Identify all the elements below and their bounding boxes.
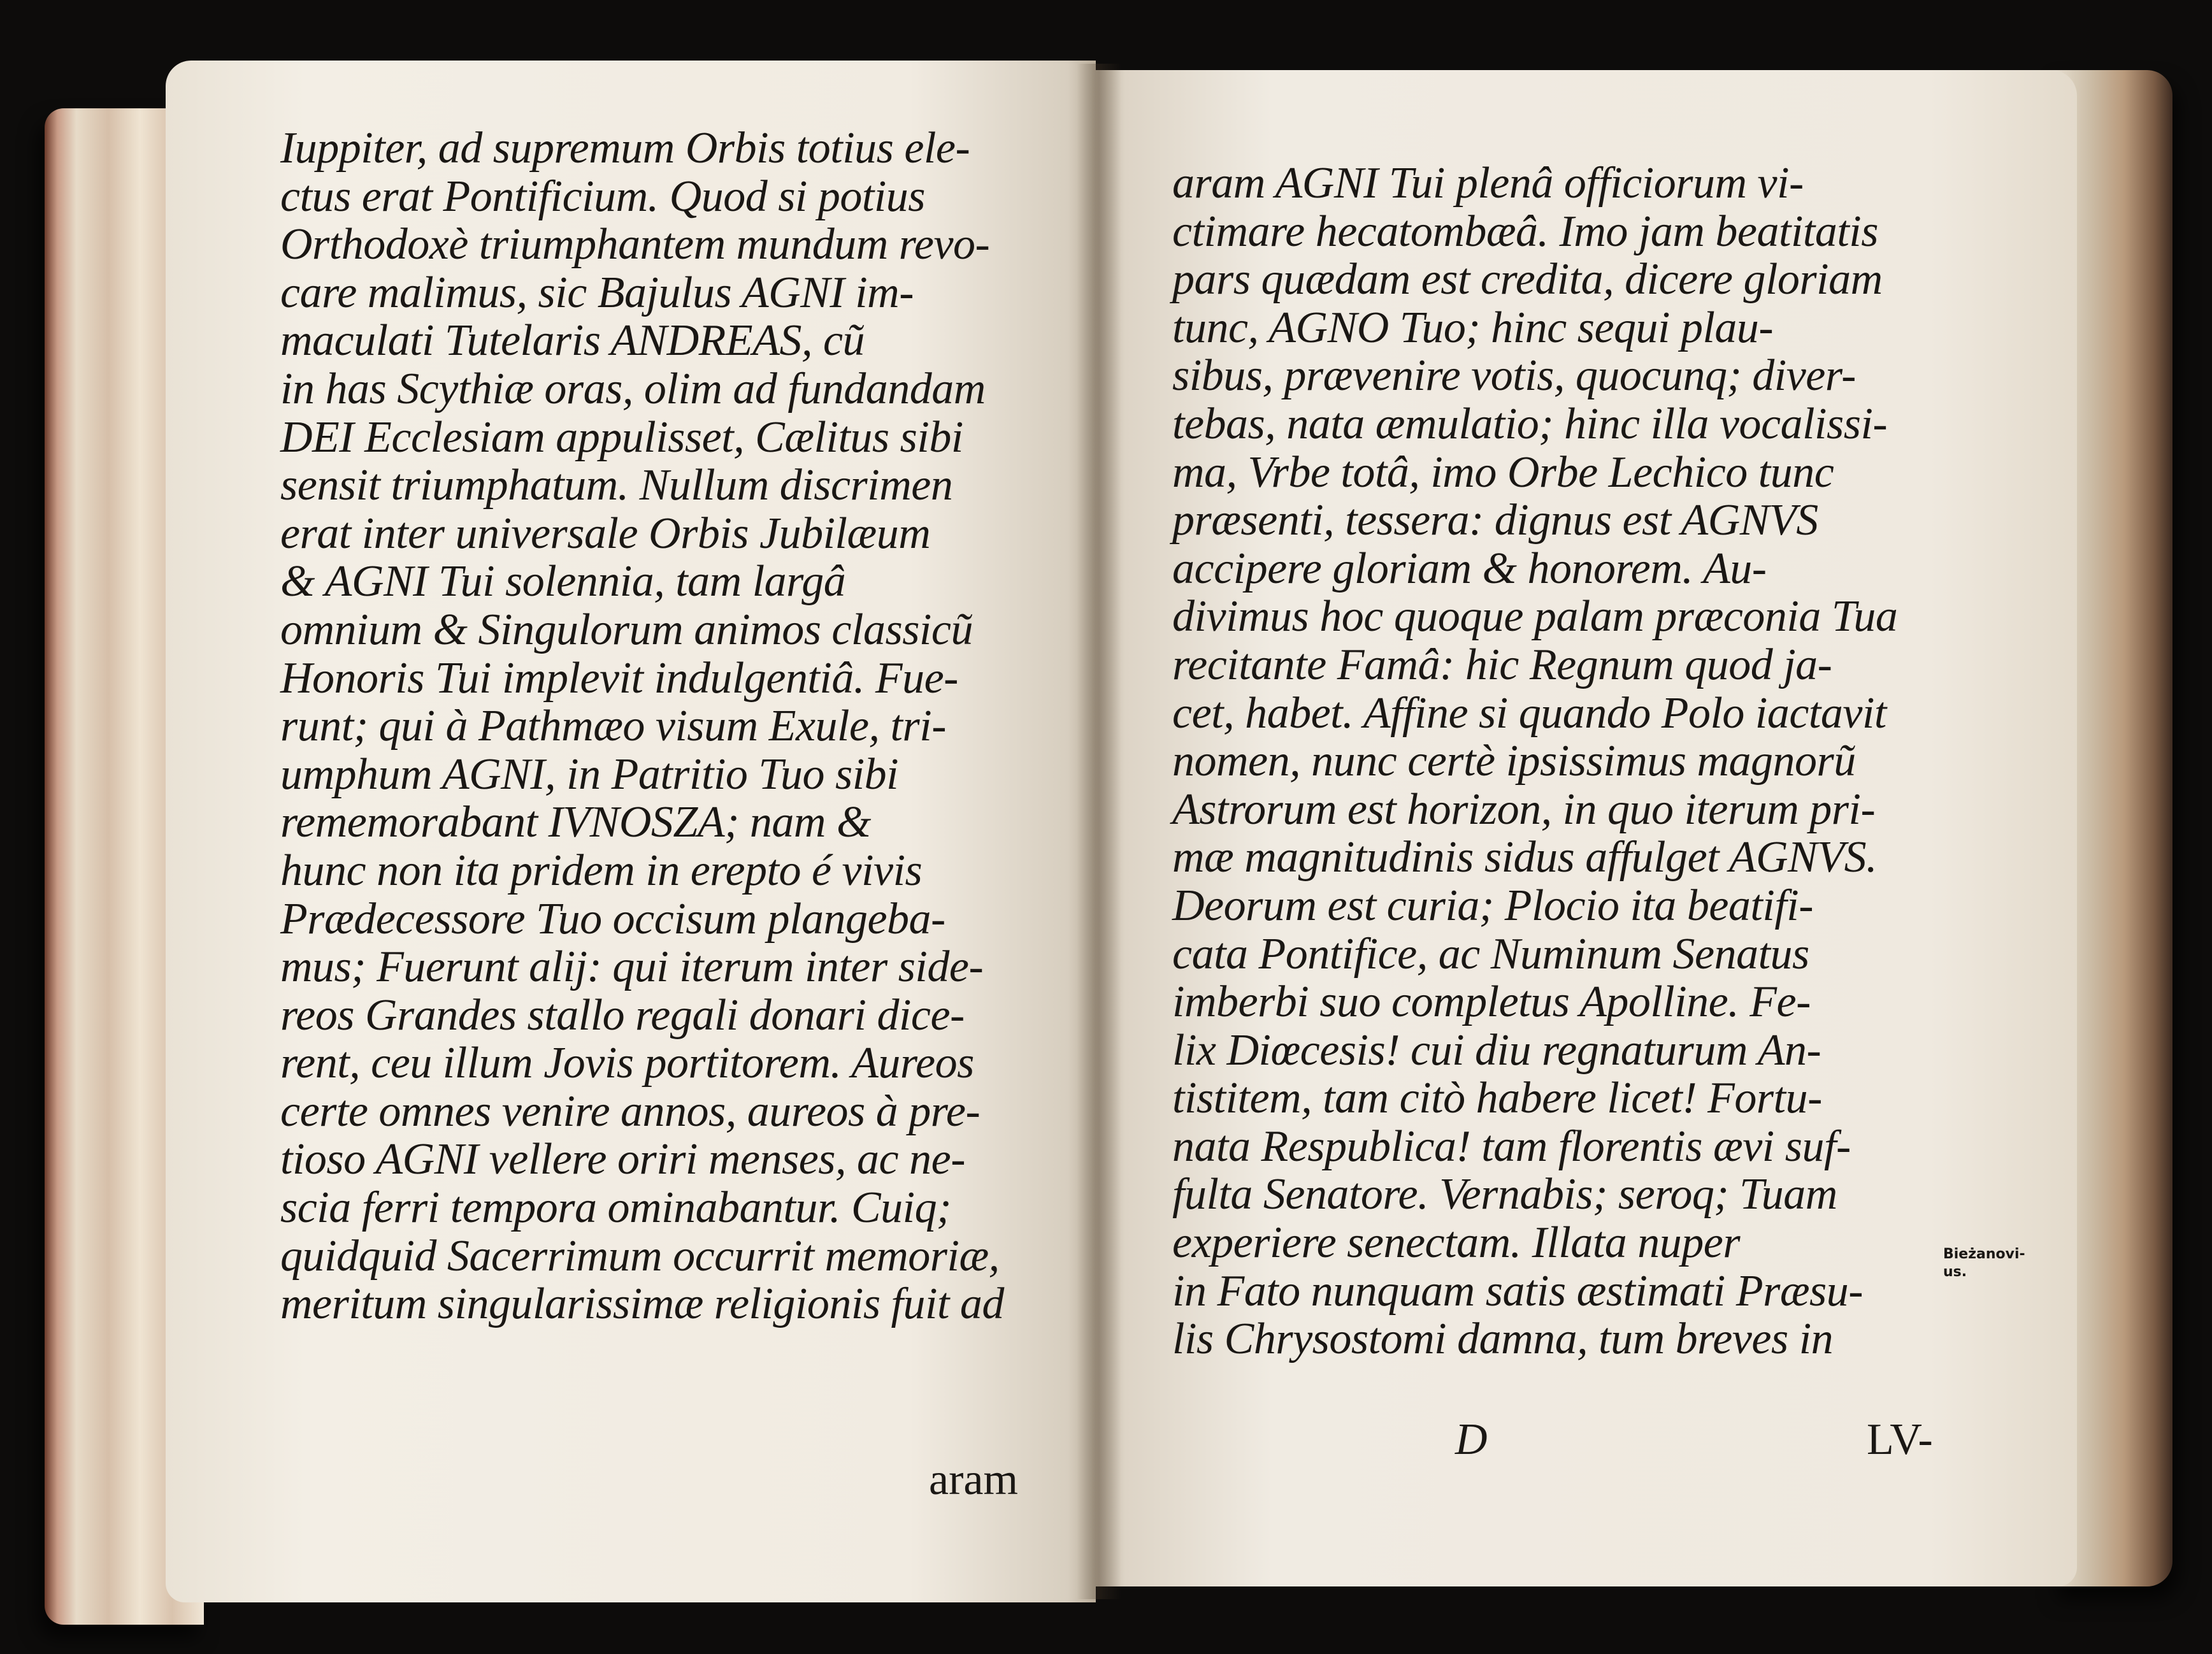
text-line: & AGNI Tui solennia, tam largâ <box>280 557 846 607</box>
marginal-note-line: us. <box>1943 1264 1967 1280</box>
text-line: cata Pontifice, ac Numinum Senatus <box>1172 929 1809 979</box>
text-line: divimus hoc quoque palam præconia Tua <box>1172 592 1898 642</box>
text-line: nata Respublica! tam florentis ævi suf- <box>1172 1121 1851 1171</box>
text-line: runt; qui à Pathmæo visum Exule, tri- <box>280 701 947 751</box>
text-line: fulta Senatore. Vernabis; seroq; Tuam <box>1172 1170 1837 1219</box>
text-line: nomen, nunc certè ipsissimus magnorũ <box>1172 737 1856 786</box>
text-line: rent, ceu illum Jovis portitorem. Aureos <box>280 1039 974 1088</box>
text-line: erat inter universale Orbis Jubilæum <box>280 508 931 558</box>
text-line: lis Chrysostomi damna, tum breves in <box>1172 1314 1834 1364</box>
text-line: præsenti, tessera: dignus est AGNVS <box>1172 496 1818 545</box>
right-page-text <box>1172 159 1956 1363</box>
text-line: Iuppiter, ad supremum Orbis totius ele- <box>280 124 970 173</box>
text-line: sensit triumphatum. Nullum discrimen <box>280 461 953 510</box>
text-line: mæ magnitudinis sidus affulget AGNVS. <box>1172 833 1878 882</box>
text-line: omnium & Singulorum animos classicũ <box>280 605 973 654</box>
text-line: scia ferri tempora ominabantur. Cuiq; <box>280 1183 951 1233</box>
text-line: Honoris Tui implevit indulgentiâ. Fue- <box>280 653 958 703</box>
left-catchword: aram <box>929 1455 1018 1504</box>
text-line: care malimus, sic Bajulus AGNI im- <box>280 268 914 317</box>
text-line: imberbi suo completus Apolline. Fe- <box>1172 977 1811 1027</box>
text-line: hunc non ita pridem in erepto é vivis <box>280 845 923 895</box>
text-line: ctus erat Pontificium. Quod si potius <box>280 171 926 221</box>
text-line: cet, habet. Affine si quando Polo iactavit <box>1172 688 1886 738</box>
text-line: recitante Famâ: hic Regnum quod ja- <box>1172 640 1832 689</box>
text-line: umphum AGNI, in Patritio Tuo sibi <box>280 749 899 799</box>
text-line: pars quædam est credita, dicere gloriam <box>1172 255 1883 305</box>
text-line: Prædecessore Tuo occisum plangeba- <box>280 894 945 944</box>
signature-mark: D <box>1455 1415 1488 1464</box>
text-line: Orthodoxè triumphantem mundum revo- <box>280 220 990 270</box>
text-line: certe omnes venire annos, aureos à pre- <box>280 1086 980 1136</box>
text-line: reos Grandes stallo regali donari dice- <box>280 990 965 1040</box>
text-line: Astrorum est horizon, in quo iterum pri- <box>1172 784 1876 834</box>
text-line: tebas, nata æmulatio; hinc illa vocalissi- <box>1172 399 1888 449</box>
text-line: tistitem, tam citò habere licet! Fortu- <box>1172 1074 1822 1123</box>
text-line: maculati Tutelaris ANDREAS, cũ <box>280 316 865 366</box>
text-line: Deorum est curia; Plocio ita beatifi- <box>1172 881 1814 930</box>
text-line: aram AGNI Tui plenâ officiorum vi- <box>1172 159 1804 208</box>
text-line: tioso AGNI vellere oriri menses, ac ne- <box>280 1135 966 1184</box>
text-line: quidquid Sacerrimum occurrit memoriæ, <box>280 1231 1000 1281</box>
text-line: in Fato nunquam satis æstimati Præsu- <box>1172 1266 1864 1316</box>
marginal-note-line: Bieżanovi- <box>1943 1246 2025 1262</box>
left-page-text <box>280 124 1089 1328</box>
text-line: rememorabant IVNOSZA; nam & <box>280 798 871 847</box>
text-line: in has Scythiæ oras, olim ad fundandam <box>280 364 986 414</box>
text-line: lix Diœcesis! cui diu regnaturum An- <box>1172 1025 1821 1075</box>
text-line: tunc, AGNO Tuo; hinc sequi plau- <box>1172 303 1774 352</box>
text-line: experiere senectam. Illata nuper <box>1172 1218 1741 1268</box>
text-line: ctimare hecatombæâ. Imo jam beatitatis <box>1172 206 1878 256</box>
text-line: ma, Vrbe totâ, imo Orbe Lechico tunc <box>1172 447 1834 497</box>
text-line: DEI Ecclesiam appulisset, Cælitus sibi <box>280 412 963 462</box>
text-line: mus; Fuerunt alij: qui iterum inter side- <box>280 942 984 992</box>
text-line: accipere gloriam & honorem. Au- <box>1172 543 1767 593</box>
marginal-note <box>1943 1246 2025 1281</box>
text-line: meritum singularissimæ religionis fuit ad <box>280 1279 1004 1329</box>
text-line: sibus, prævenire votis, quocunq; diver- <box>1172 351 1856 401</box>
right-catchword: LV- <box>1867 1415 1933 1464</box>
